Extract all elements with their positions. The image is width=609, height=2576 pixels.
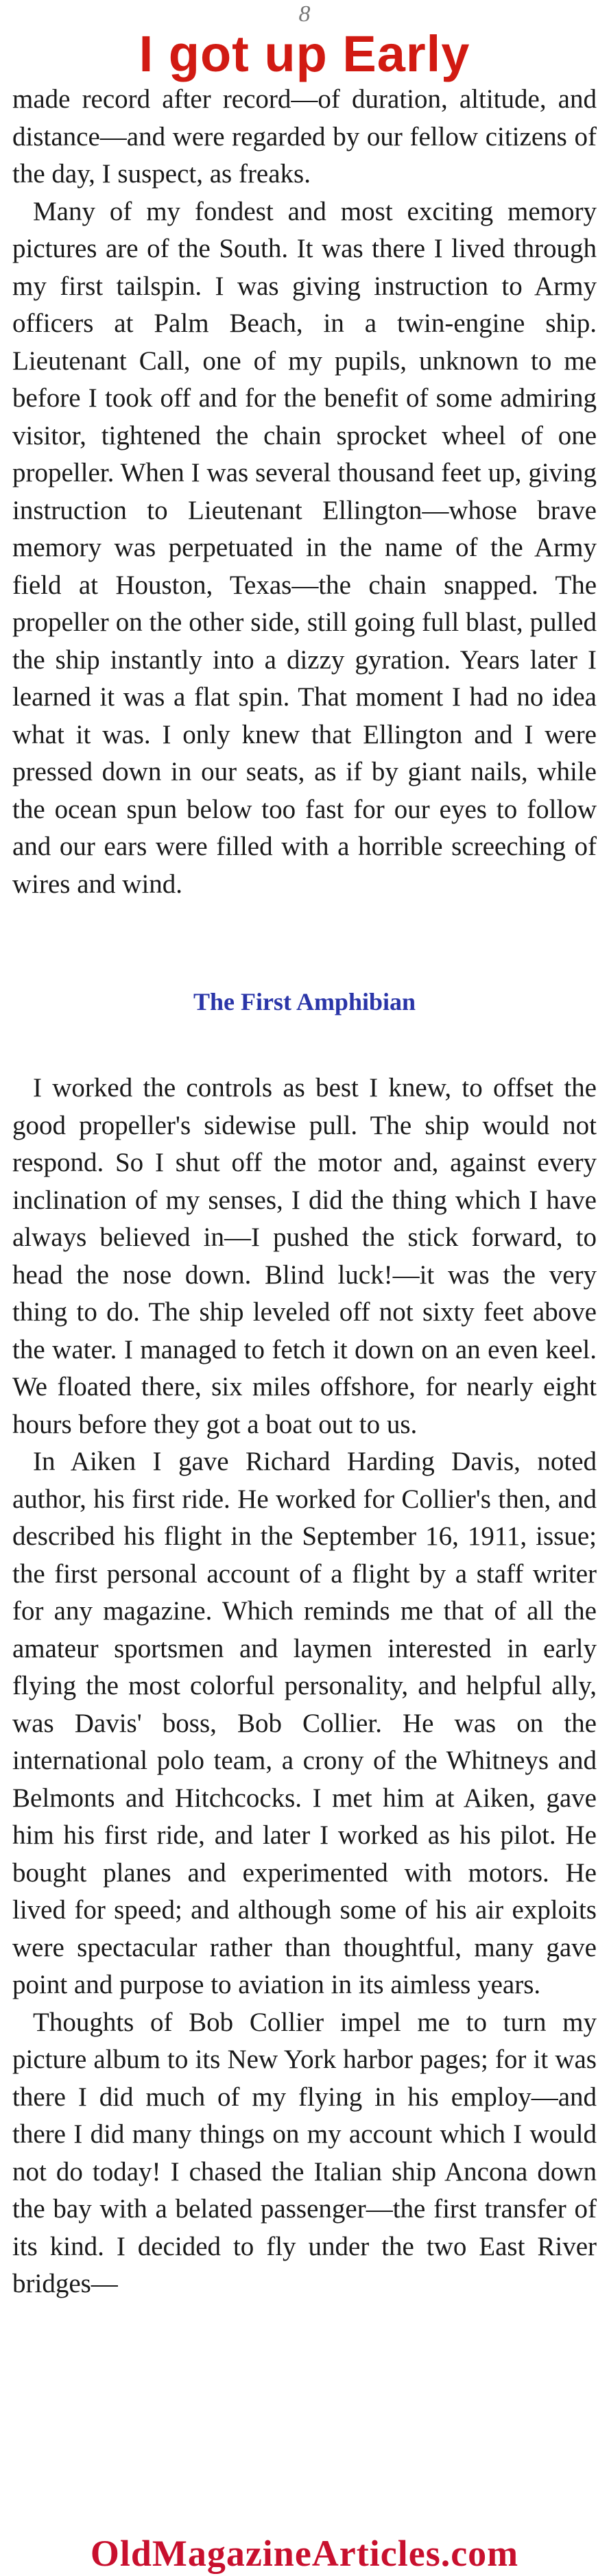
article-headline: I got up Early xyxy=(139,25,470,82)
body-paragraph: I worked the controls as best I knew, to offset the good propeller's sidewise pull. The ship would not respond. So I shut off the motor and, against every inclination of my senses, I did the thing which I have always believed in—I pushed the stick forward, to head the nose down. Blind luck!—it was the very thing to do. The ship leveled off not sixty feet above the water. I managed to fetch it down on an even keel. We floated there, six miles offshore, for nearly eight hours before they got a boat out to us. xyxy=(12,1073,597,1439)
site-watermark: OldMagazineArticles.com xyxy=(90,2533,519,2574)
article-body-top xyxy=(12,81,597,903)
body-paragraph: made record after record—of duration, altitude, and distance—and were regarded by our fellow citizens of the day, I suspect, as freaks. xyxy=(12,84,597,189)
body-paragraph: Many of my fondest and most exciting memory pictures are of the South. It was there I lived through my first tailspin. I was giving instruction to Army officers at Palm Beach, in a twin-engine ship. Lieutenant Call, one of my pupils, unknown to me before I took off and for the benefit of some admiring visitor, tightened the chain sprocket wheel of one propeller. When I was several thousand feet up, giving instruction to Lieutenant Ellington—whose brave memory was perpetuated in the name of the Army field at Houston, Texas—the chain snapped. The propeller on the other side, still going full blast, pulled the ship instantly into a dizzy gyration. Years later I learned it was a flat spin. That moment I had no idea what it was. I only knew that Ellington and I were pressed down in our seats, as if by giant nails, while the ocean spun below too fast for our eyes to follow and our ears were filled with a horrible screeching of wires and wind. xyxy=(12,196,597,899)
page-number: 8 xyxy=(298,1,311,27)
article-body-bottom xyxy=(12,1070,597,2303)
body-paragraph: In Aiken I gave Richard Harding Davis, noted author, his first ride. He worked for Collier's then, and described his flight in the September 16, 1911, issue; the first personal account of a flight by a staff writer for any magazine. Which reminds me that of all the amateur sportsmen and laymen interested in early flying the most colorful personality, and helpful ally, was Davis' boss, Bob Collier. He was on the international polo team, a crony of the Whitneys and Belmonts and Hitchcocks. I met him at Aiken, gave him his first ride, and later I worked as his pilot. He bought planes and experimented with motors. He lived for speed; and although some of his air exploits were spectacular rather than thoughtful, many gave point and purpose to aviation in its aimless years. xyxy=(12,1447,597,1999)
body-paragraph: Thoughts of Bob Collier impel me to turn my picture album to its New York harbor pages; for it was there I did much of my flying in his employ—and there I did many things on my account which I would not do today! I chased the Italian ship Ancona down the bay with a belated passenger—the first transfer of its kind. I decided to fly under the two East River bridges— xyxy=(12,2007,597,2298)
section-heading: The First Amphibian xyxy=(193,988,416,1015)
